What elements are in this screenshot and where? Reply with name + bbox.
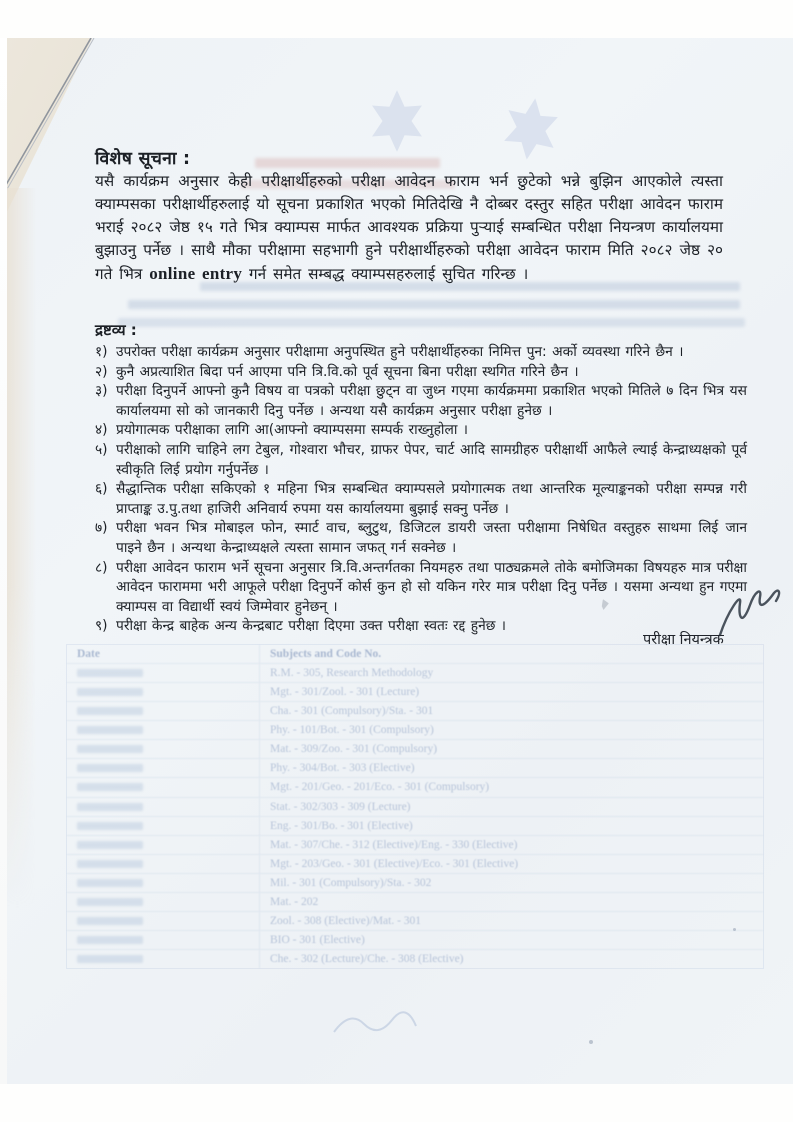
note-item-number: ९) (95, 618, 108, 635)
ghost-date-smudge (77, 688, 143, 696)
note-heading: द्रष्टव्य : (95, 321, 137, 339)
note-list (95, 343, 747, 637)
ghost-subject-text: Mat. - 307/Che. - 312 (Elective)/Eng. - 330 (Elective) (270, 838, 518, 851)
ghost-date-smudge (77, 860, 143, 868)
note-item-number: ६) (95, 481, 108, 498)
ghost-date-smudge (77, 764, 143, 772)
ghost-row (67, 720, 763, 739)
ghost-subject-text: Stat. - 302/303 - 309 (Lecture) (270, 800, 411, 813)
ghost-row (67, 797, 763, 816)
note-item-number: ३) (95, 383, 108, 400)
note-item (95, 559, 747, 618)
note-item-text: सैद्धान्तिक परीक्षा सकिएको १ महिना भित्र सम्बन्धित क्याम्पसले प्रयोगात्मक तथा आन्तरिक मूल्याङ्कनको परीक्षा सम्पन्न गरी प्राप्ताङ्क उ.पु.तथा हाजिरी अनिवार्य रुपमा यस कार्यालयमा बुझाई सक्नु पर्नेछ । (116, 481, 747, 517)
ghost-row (67, 758, 763, 777)
star-watermark-icon (498, 94, 564, 163)
note-item (95, 421, 747, 441)
note-item (95, 363, 747, 383)
ghost-date-smudge (77, 726, 143, 734)
ghost-date-smudge (77, 955, 143, 963)
note-item (95, 382, 747, 421)
scan-left-margin (0, 38, 7, 1084)
scan-speck (589, 1040, 593, 1044)
ghost-scribble (330, 1006, 420, 1040)
note-item-text: परीक्षाको लागि चाहिने लग टेबुल, गोश्वारा भौचर, ग्राफर पेपर, चार्ट आदि सामग्रीहरु परीक्षार्थी आफैले ल्याई केन्द्राध्यक्षको पूर्व स्वीकृति लिई प्रयोग गर्नुपर्नेछ । (116, 441, 747, 478)
note-item-text: परीक्षा केन्द्र बाहेक अन्य केन्द्रबाट परीक्षा दिएमा उक्त परीक्षा स्वतः रद्द हुनेछ । (116, 618, 507, 635)
ghost-row (67, 892, 763, 911)
ghost-subject-text: Cha. - 301 (Compulsory)/Sta. - 301 (270, 705, 434, 718)
ghost-date-smudge (77, 879, 143, 887)
online-entry-bold: online entry (149, 264, 243, 283)
ghost-text-bar (255, 158, 440, 168)
ghost-subject-text: Mat. - 309/Zoo. - 301 (Compulsory) (270, 743, 438, 756)
ghost-subject-text: Mgt. - 301/Zool. - 301 (Lecture) (270, 686, 420, 699)
ghost-subject-text: R.M. - 305, Research Methodology (270, 667, 434, 680)
signature-title: परीक्षा नियन्त्रक (643, 632, 724, 648)
ghost-row (67, 777, 763, 796)
ghost-date-smudge (77, 841, 143, 849)
note-item-number: ८) (95, 559, 108, 576)
ghost-row (67, 930, 763, 949)
scan-speck (733, 928, 736, 931)
note-item-text: उपरोक्त परीक्षा कार्यक्रम अनुसार परीक्षामा अनुपस्थित हुने परीक्षार्थीहरुका निमित्त पुन: अर्को व्यवस्था गरिने छैन । (116, 344, 684, 360)
note-item-number: १) (95, 344, 108, 360)
ghost-row (67, 816, 763, 835)
ghost-text-bar (128, 300, 740, 309)
note-item-number: ७) (95, 520, 108, 537)
note-item-number: ४) (95, 422, 108, 439)
ghost-row (67, 682, 763, 701)
ghost-table (66, 644, 764, 969)
ghost-subject-text: Phy. - 101/Bot. - 301 (Compulsory) (270, 724, 434, 737)
note-item-text: परीक्षा आवेदन फाराम भर्ने सूचना अनुसार त्रि.वि.अन्तर्गतका नियमहरु तथा पाठ्यक्रमले तोके बमोजिमका विषयहरु मात्र परीक्षा आवेदन फाराममा भरी आफूले परीक्षा दिनुपर्ने कोर्स कुन हो सो यकिन गरेर मात्र परीक्षा दिनु पर्नेछ । यसमा अन्यथा हुन गएमा क्याम्पस वा विद्यार्थी स्वयं जिम्मेवार हुनेछन् । (116, 559, 747, 615)
special-notice-heading: विशेष सूचना : (95, 149, 191, 169)
ghost-row (67, 854, 763, 873)
note-item (95, 519, 747, 558)
ghost-row (67, 739, 763, 758)
ghost-subject-text: Eng. - 301/Bo. - 301 (Elective) (270, 819, 413, 832)
ghost-row (67, 701, 763, 720)
paragraph-text: गर्न समेत सम्बद्ध क्याम्पसहरुलाई सुचित गरिन्छ । (242, 265, 529, 283)
note-item-text: परीक्षा दिनुपर्ने आफ्नो कुनै विषय वा पत्रको परीक्षा छुट्न वा जुध्न गएमा कार्यक्रममा प्रकाशित भएको मितिले ७ दिन भित्र यस कार्यालयमा सो को जानकारी दिनु पर्नेछ । अन्यथा यसै कार्यक्रम अनुसार परीक्षा हुनेछ । (116, 383, 747, 419)
page-edge-shadow (6, 188, 36, 908)
notice-paragraph (95, 170, 723, 286)
note-item (95, 480, 747, 519)
ghost-subject-text: Che. - 302 (Lecture)/Che. - 308 (Elective) (270, 953, 464, 966)
ghost-date-smudge (77, 669, 143, 677)
ghost-col-date: Date (67, 645, 260, 663)
ghost-date-smudge (77, 745, 143, 753)
ghost-date-smudge (77, 898, 143, 906)
ghost-subject-text: Mgt. - 203/Geo. - 301 (Elective)/Eco. - 301 (Elective) (270, 857, 519, 870)
note-item-text: कुनै अप्रत्याशित बिदा पर्न आएमा पनि त्रि.वि.को पूर्व सूचना बिना परीक्षा स्थगित गरिने छैन । (116, 363, 579, 380)
ghost-row (67, 663, 763, 682)
ghost-subject-text: Mgt. - 201/Geo. - 201/Eco. - 301 (Compulsory) (270, 781, 490, 794)
note-item (95, 441, 747, 480)
ghost-subject-text: Zool. - 308 (Elective)/Mat. - 301 (270, 914, 422, 927)
note-item (95, 343, 747, 363)
scan-speck (148, 252, 151, 255)
ghost-col-subject: Subjects and Code No. (270, 648, 382, 661)
ghost-row (67, 911, 763, 930)
ghost-subject-text: Mat. - 202 (270, 895, 319, 908)
ghost-date-smudge (77, 936, 143, 944)
star-watermark-icon (368, 90, 426, 152)
note-item-number: ५) (95, 441, 108, 458)
ghost-row (67, 949, 763, 968)
paragraph-text: यसै कार्यक्रम अनुसार केही परीक्षार्थीहरुको परीक्षा आवेदन फाराम भर्न छुटेको भन्ने बुझिन आएकोले त्यस्ता क्याम्पसका परीक्षार्थीहरुलाई यो सूचना प्रकाशित भएको मितिदेखि नै दोब्बर दस्तुर सहित परीक्षा आवेदन फाराम भराई २०८२ जेष्ठ १५ गते भित्र क्याम्पस मार्फत आवश्यक प्रक्रिया पुऱ्याई सम्बन्धित परीक्षा नियन्त्रण कार्यालयमा बुझाउनु पर्नेछ । साथै मौका परीक्षामा सहभागी हुने परीक्षार्थीहरुको परीक्षा आवेदन फाराम मिति २०८२ जेष्ठ २० गते भित्र (95, 172, 723, 283)
ghost-date-smudge (77, 917, 143, 925)
note-item-text: प्रयोगात्मक परीक्षाका लागि आ(आफ्नो क्याम्पसमा सम्पर्क राख्नुहोला । (116, 422, 469, 439)
ghost-row (67, 873, 763, 892)
ghost-date-smudge (77, 822, 143, 830)
ghost-subject-text: BIO - 301 (Elective) (270, 933, 365, 946)
ghost-subject-text: Mil. - 301 (Compulsory)/Sta. - 302 (270, 876, 432, 889)
ghost-date-smudge (77, 707, 143, 715)
ghost-date-smudge (77, 783, 143, 791)
ghost-subject-text: Phy. - 304/Bot. - 303 (Elective) (270, 762, 415, 775)
note-item-number: २) (95, 363, 108, 380)
note-item-text: परीक्षा भवन भित्र मोबाइल फोन, स्मार्ट वाच, ब्लुटुथ, डिजिटल डायरी जस्ता परीक्षामा निषेधित वस्तुहरु साथमा लिई जान पाइने छैन । अन्यथा केन्द्राध्यक्षले त्यस्ता सामान जफत् गर्न सक्नेछ । (116, 520, 747, 556)
ghost-date-smudge (77, 803, 143, 811)
ghost-row (67, 835, 763, 854)
ghost-text-bar (118, 318, 745, 327)
